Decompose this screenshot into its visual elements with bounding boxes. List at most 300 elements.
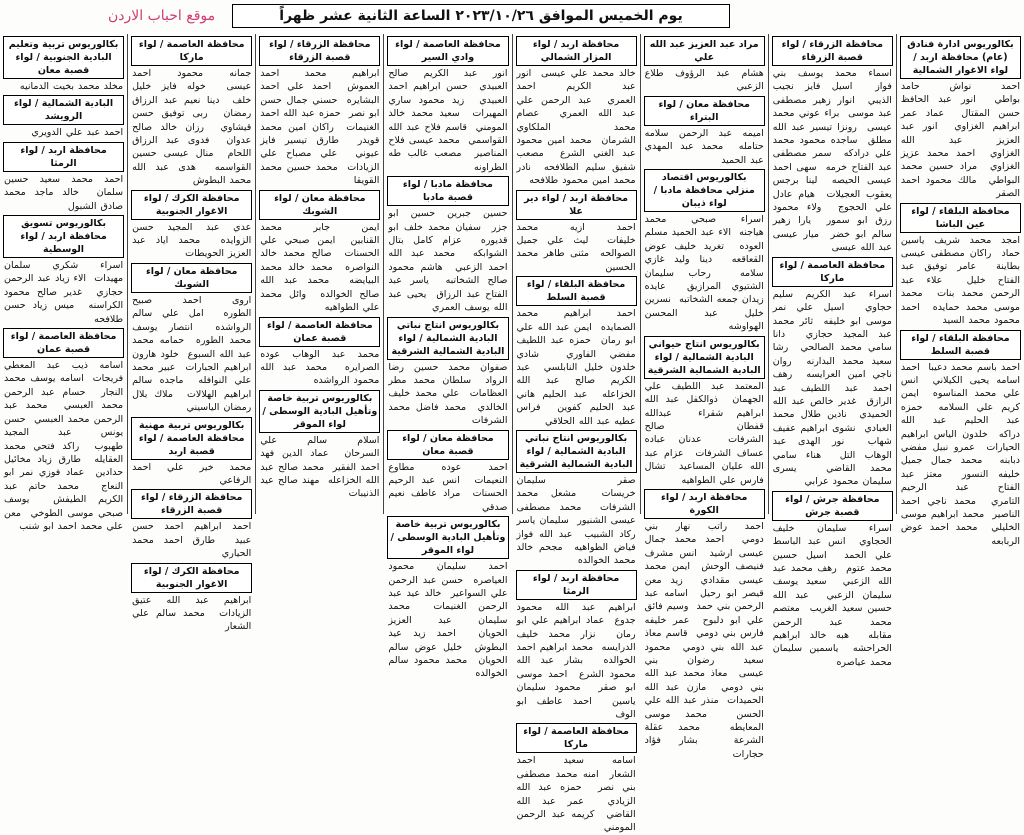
names-list (515, 67, 638, 188)
candidate-name: نسرين خليل عبد المحسن الهواوشه (644, 294, 764, 333)
candidate-name: مالك محمود احمد الصقر (900, 174, 1020, 200)
candidate-name: اسامه عبد الرحمن بني حمد (644, 587, 764, 613)
section-header: محافظة معان / لواء البتراء (644, 96, 765, 126)
candidate-name: امجد محمد شريف ياسين حماد (900, 234, 1021, 260)
names-list (386, 207, 509, 314)
candidate-name: انتصار يوسف محمد الطوره (132, 321, 252, 347)
candidate-name: حسن ابراهيم احمد العبيدي (388, 81, 508, 106)
column-divider (383, 34, 384, 514)
section-header: محافظة الزرقاء / لواء قصبة الزرقاء (772, 36, 893, 66)
candidate-name: الاء زياد عبد الرحمن حجازي (4, 273, 124, 298)
candidate-name: رهف محمد عبد الله الزعبي (772, 563, 892, 588)
candidate-name: عبد الله حسين سعيد الغريب (772, 589, 892, 615)
candidate-name: احمد ابراهيم احمد حسن عبيد (132, 521, 252, 546)
candidate-name: عمر خليفه فارس بني دومي (644, 614, 764, 640)
candidate-name: هناء سامي محمد القاضي (772, 449, 892, 474)
candidate-name: احمد راتب نهار بني دومي (644, 520, 764, 546)
candidate-name: امل علي سالم الرواشده (132, 308, 252, 333)
candidate-name: غدير خالص عبد الله الحميدي (772, 395, 892, 421)
candidate-name: احمد ابراهيم محمد الصمايده (516, 308, 636, 333)
section-header: محافظة العاصمة / لواء ماركا (772, 257, 893, 287)
candidate-name: عدي عبد المجيد حسن الزوايده (132, 221, 252, 247)
candidate-name: خوله فايز خليل خلف (132, 81, 252, 106)
candidate-name: تشال فارس علي الطواهيه (644, 461, 764, 486)
candidate-name: حسن يونس عبد المجيد طهبوب (4, 413, 124, 452)
candidate-name: مخلد محمد بخيت الدمانيه (19, 81, 124, 92)
names-list (2, 359, 125, 533)
section-header: محافظة الكرك / لواء الاغوار الجنوبية (131, 563, 252, 593)
candidate-name: محمد خالد محمد البيايضه (260, 261, 380, 287)
candidate-name: نادين طلال محمد العبادي (772, 409, 892, 434)
candidate-name: حسني جمال حسن ابو نصر (260, 94, 380, 120)
candidate-name: نشوى ابراهيم عفيف شهاب (772, 422, 892, 448)
candidate-name: قاسم فلاح عبد الله القواسمي (388, 121, 508, 147)
candidate-name: يوسف صبحي موسى الطوخي (4, 494, 124, 519)
section-header: محافظة العاصمة / لواء قصبة عمان (259, 317, 380, 347)
candidate-name: محمد جمال جميل خليفه النسور (900, 455, 1020, 480)
candidate-name: عبدالله قفطان صالح الشرفات (644, 407, 764, 446)
candidate-name: اسراء صبحي محمد هياجنه (644, 214, 764, 239)
candidate-name: بشار عبد الله محمود الشرع (516, 655, 636, 680)
notice-column (899, 34, 1022, 547)
candidate-name: ملاك بلال رمضان الياسيني (132, 388, 252, 414)
candidate-name: اسيل علي نمر موسى ابو خليفه (772, 302, 892, 327)
section-header: محافظة البلقاء / لواء قصبة السلط (516, 276, 637, 306)
candidate-name: احمد عاطف ابو الوف (516, 695, 636, 721)
candidate-name: ميار عيسى عبد الله عيسى (772, 228, 892, 254)
candidate-name: معتز عبد الفتاح عبد الرحيم التامري (900, 468, 1021, 507)
candidate-name: سفيان محمد خلف ابو قديوره (388, 221, 508, 247)
candidate-name: خالد ماجد محمد صادق الشبول (4, 187, 124, 212)
candidate-name: مصعب غالب طه الطراونه (388, 148, 508, 173)
candidate-name: راكان امين محمد قويدر (260, 121, 380, 147)
candidate-name: اسلام سالم علي السرحان (260, 434, 380, 460)
candidate-name: فراس عطيه عبد الله الحلاقي (516, 402, 636, 427)
notice-column (643, 34, 766, 760)
candidate-name: انوار زهير مصطفى عبد موسى (772, 94, 892, 120)
candidate-name: ولاء محمود رزق ابو سمور (772, 202, 892, 227)
candidate-name: حسام عبد الرحمن محمد العبسي (4, 386, 124, 412)
candidate-name: مازن عبد الله الحميدات (644, 681, 764, 707)
candidate-name: محمد حسين محمد القويقا (260, 161, 380, 187)
section-header: بكالوريوس ادارة فنادق (عام) محافظة اربد / لواء الاغوار الشمالية (900, 36, 1021, 79)
candidate-name: طارق زياد مخائيل حدادين (4, 453, 124, 479)
candidate-name: محمد صالح عبد الله الخزاعله (260, 461, 380, 486)
names-list (899, 234, 1022, 328)
candidate-name: ليث علي جميل الصوالحه (516, 235, 636, 260)
names-list (771, 522, 894, 669)
candidate-name: مصعب شفيق سليم الطلافحه (516, 148, 636, 173)
names-list (515, 221, 638, 275)
candidate-name: سلطان محمد مطر العظامات (388, 374, 508, 400)
candidate-name: علاء عبد الرحمن محمد بنات (900, 274, 1020, 300)
candidate-name: عايده زيدان جمعه الشخاتبه (644, 281, 764, 306)
names-list (515, 601, 638, 722)
section-header: محافظة الزرقاء / لواء قصبة الزرقاء (259, 36, 380, 66)
names-list (771, 67, 894, 255)
candidate-name: خلود هارون ابراهيم الجبارات (132, 348, 252, 373)
candidate-name: منذر عبد الله علي الحسن (644, 695, 764, 720)
candidate-name: احمد عبد علي الدويري (31, 127, 124, 139)
candidate-name: وائل محمد علي الطواهيه (260, 288, 380, 314)
candidate-name: قاسم معاذ عبد الله بني دومي (644, 628, 764, 653)
candidate-name: انس عبد الرحيم الحسنات (388, 474, 508, 500)
candidate-name: امنه محمد مصطفى بني نصر (516, 768, 636, 794)
candidate-name: اسماء محمد يوسف بني فواز (772, 68, 892, 93)
candidate-name: احمد موسى ابو صقر (516, 668, 636, 694)
section-header: بكالوريوس انتاج نباتي البادية الشمالية / لواء البادية الشمالية الشرقية (516, 430, 637, 473)
candidate-name: يسرى سليمان محمود عرابي (772, 462, 892, 488)
candidate-name: انس عبد الباسط علي الحمد (772, 536, 892, 561)
candidate-name: ياسمين سليمان محمد عياصره (772, 643, 892, 668)
names-list (130, 221, 253, 261)
notice-column (2, 34, 125, 532)
candidate-name: رونزا تيسير عبد الله مطلق (772, 121, 892, 147)
candidate-name: اسيل فايز نجيب الذيبي (772, 81, 892, 106)
names-list (899, 80, 1022, 201)
candidate-name: مجحم خالد محمد الخوالده (516, 541, 636, 567)
candidate-name: عماد فوزي نمر ابو النعاج (4, 467, 124, 492)
candidate-name: ربى توفيق حسن قيشاوي (132, 108, 252, 133)
candidate-name: محمد عيسى فلاح المناصير (388, 135, 508, 160)
candidate-name: سعيد يوسف سليمان الزعبي (772, 576, 892, 601)
candidate-name: فدوى عبد الرزاق اللحام (132, 135, 252, 160)
candidate-name: حسين جبرين حسين ابو جزر (388, 208, 508, 233)
candidate-name: ايمن محمد عيسى مقدادي (644, 561, 764, 586)
candidate-name: هاشم محمود صالح الشخاتبه (388, 261, 508, 287)
candidate-name: محمد ابراهيم احمد الخوالده (516, 642, 636, 667)
candidate-name: ياسر عبد الفتاح عبد الرزاق (388, 275, 508, 300)
candidate-name: تغريد خليف عوض القعاقعه (644, 240, 764, 266)
candidate-name: حمزه عبد الله احمد الغنيمات (260, 108, 380, 133)
candidate-name: ايمن كريم علي السلامه (900, 388, 1020, 413)
candidate-name: جمانه محمود احمد عيسى (132, 68, 252, 93)
candidate-name: اسراء عبد الكريم سليم حجاوي (772, 288, 892, 314)
names-list (643, 213, 766, 334)
names-list (258, 348, 381, 388)
candidate-name: محمد اياد عبد العزيز الحويطات (132, 235, 252, 260)
section-header: بكالوريوس تربية خاصة وتأهيل البادية الوسطى / لواء الموقر (387, 516, 508, 559)
candidate-name: خلدون الياس ابراهيم الحيارات (900, 428, 1020, 453)
names-list (386, 67, 509, 174)
names-list (643, 127, 766, 167)
candidate-name: محمد عبد الوهاب عوده الصرايره (260, 348, 380, 373)
candidate-name: احمد محمد سعيد حسين سلمان (4, 173, 124, 199)
candidate-name: محمد عبد الرحمن محمد العبسي (4, 400, 124, 425)
candidate-name: طارق احمد محمد الحياري (132, 534, 252, 560)
candidate-name: محمد خير علي احمد الرفاعي (132, 461, 252, 486)
candidate-name: دينا وليد غازي سلامه (644, 254, 764, 279)
names-list (899, 361, 1022, 549)
candidate-name: حسن عبد الرحمن علي السواعير (388, 574, 508, 599)
column-divider (255, 34, 256, 514)
names-list (130, 520, 253, 560)
candidate-name: عبير محمد علي النوافله (132, 361, 252, 387)
candidate-name: ثائر محمد عبد المجيد حجازي (772, 315, 892, 340)
candidate-name: ايمن صبحي علي الحسنات (260, 235, 380, 260)
candidate-name: معتصم محمد عبد الرحمن مقابله (772, 603, 892, 642)
names-list (386, 560, 509, 681)
candidate-name: احمد زيد عيد البطوش (388, 628, 508, 653)
column-divider (640, 34, 641, 514)
candidate-name: عبد الرحمن علي عبد الله العمري (516, 94, 636, 120)
candidate-name: لينا برجس يعقوب العجيلات (772, 175, 892, 200)
candidate-name: غدير صالح محمود الكراسنه (4, 286, 124, 312)
candidate-name: رهف احمد عبد اللطيف عبد الرازق (772, 369, 892, 407)
candidate-name: علي محمد خليف الخالدي (388, 388, 508, 413)
candidate-name: مهند صالح عيد الذنيبات (260, 474, 380, 500)
candidate-name: اروى احمد صبيح الطوره (132, 294, 252, 320)
candidate-name: احمد ازيه محمد خليفات (516, 221, 636, 247)
candidate-name: محمد مصطفى عيسى الشنيور (516, 501, 636, 527)
names-list (2, 259, 125, 326)
section-header: محافظة اربد / لواء الرمثا (3, 142, 124, 172)
candidate-name: محمد عبد الله صالح الخوالده (260, 275, 380, 300)
section-header: محافظة مادبا / لواء قصبة مادبا (387, 176, 508, 206)
candidate-name: نزار محمد خليف الدرايسه (516, 628, 636, 653)
candidate-name: محمد عبد الله احمد الزعبي (388, 248, 508, 273)
candidate-name: معن علي محمد احمد ابو شنب (4, 507, 124, 532)
candidate-name: محمد احمد عوض الربابعه (900, 522, 1020, 547)
section-header: بكالوريوس تربية وتعليم البادية الجنوبية / لواء قصبة معان (3, 36, 124, 79)
candidate-name: رزان خالد صالح عدوان (132, 121, 252, 147)
candidate-name: اسامه سعيد احمد الشعار (516, 755, 636, 780)
names-list (2, 80, 125, 93)
candidate-name: طارق تيسير فايز عيوني (260, 135, 380, 160)
names-list (258, 221, 381, 315)
candidate-name: انس علي محمد المناسوه (900, 374, 1021, 400)
candidate-name: عمر عبد الله القاضي (516, 795, 636, 821)
candidate-name: هدى عبد الله محمد البطوش (132, 161, 252, 187)
names-list (643, 67, 766, 94)
candidate-name: صقر سليمان خريسات (516, 474, 636, 500)
candidate-name: سعيد محمد خالد المومني (388, 108, 508, 133)
candidate-name: ذوالكفل عبد الله ابراهيم شقراء (644, 394, 764, 419)
candidate-name: محمد ناجي احمد الناصير (900, 495, 1021, 520)
names-list (2, 173, 125, 213)
candidate-name: عصام محمد الملكاوي الشرمان (516, 108, 636, 147)
candidate-name: ساجده محمود محمد علي درادكه (772, 135, 892, 160)
candidate-name: سليمان ياسر ركاد الشبيب (516, 515, 636, 540)
columns-container (2, 34, 1022, 834)
candidate-name: مراد حسين محمد البواطي (900, 161, 1020, 186)
section-header: محافظة العاصمة / لواء وادي السير (387, 36, 508, 66)
candidate-name: ابراهيم عبد الله محمود جدوع (516, 601, 636, 627)
candidate-name: دانا سامي محمد الصالحي (772, 328, 892, 354)
candidate-name: حمزه عبد الله الزيادي (516, 782, 636, 807)
candidate-name: اسراء سليمان خليف الحجاوي (772, 522, 892, 548)
site-watermark: موقع احباب الاردن (108, 8, 216, 24)
candidate-name: احمد علي احمد البشايره (260, 81, 380, 106)
names-list (515, 307, 638, 428)
candidate-name: اسامه ذيب عبد المعطي فريجات (4, 360, 124, 385)
names-list (386, 361, 509, 428)
candidate-name: احمد اسامه يحيى الكيلاني (900, 361, 1021, 386)
section-header: بكالوريوس تربية خاصة وتأهيل البادية الوسطى / لواء الموقر (259, 390, 380, 433)
section-header: محافظة اربد / لواء الكورة (644, 489, 765, 519)
candidate-name: رحاب سليمان الشتيوي المرازيق (644, 267, 764, 293)
candidate-name: محمد موسى المعايطه (644, 708, 764, 734)
section-header: محافظة اربد / لواء دير علا (516, 190, 637, 220)
candidate-name: مثنى طاهر محمد الحسين (516, 248, 636, 273)
candidate-name: عزام عبد الله عليان المساعيد (644, 447, 764, 473)
section-header: محافظة العاصمة / لواء ماركا (131, 36, 252, 66)
section-header: محافظة العاصمة / لواء ماركا (516, 723, 637, 753)
section-header: محافظة اربد / لواء الرمثا (516, 570, 637, 600)
candidate-name: المعتمد عبد اللطيف علي الجهمان (644, 380, 764, 406)
column-divider (512, 34, 513, 514)
section-header: بكالوريوس انتاج نباتي البادية الشمالية / لواء البادية الشمالية الشرقية (387, 317, 508, 360)
column-divider (127, 34, 128, 514)
candidate-name: احمد عوده مطاوع النعيمات (388, 461, 508, 486)
section-header: محافظة معان / لواء قصبة معان (387, 430, 508, 460)
candidate-name: محمد عبد المهدي عبد الحميد (644, 141, 764, 166)
candidate-name: شادي خلدون خليل النابلسي (516, 348, 636, 373)
announcement-headline: يوم الخميس الموافق ٢٠٢٣/١٠/٢٦ الساعة الثانية عشر ظهراً (232, 4, 730, 28)
names-list (386, 461, 509, 515)
candidate-name: حمزه عبد الحليم عبد الله دراكه (900, 401, 1020, 440)
candidate-name: عبد الكريم صالح عبد الله الخزاعله (516, 361, 636, 400)
candidate-name: حمزه عبد اللطيف مفضي الفاوري (516, 335, 636, 360)
section-header: محافظة اربد / لواء المزار الشمالي (516, 36, 637, 66)
candidate-name: مراد عاطف نعيم صدقي (388, 488, 508, 513)
candidate-name: اسيل حسين محمد عتوم (772, 549, 892, 574)
candidate-name: صالح محمد خالد النواصره (260, 248, 380, 273)
section-header: محافظة معان / لواء الشوبك (259, 190, 380, 220)
names-list (515, 474, 638, 568)
candidate-name: عبد الله فواز فياض الطواهيه (516, 528, 636, 553)
section-header: محافظة البلقاء / لواء قصبة السلط (900, 330, 1021, 360)
candidate-name: انور عبد الكريم صالح العبيدي (388, 68, 508, 93)
candidate-name: عامر توفيق عبد الفتاح خليل (900, 261, 1020, 286)
names-list (130, 461, 253, 488)
candidate-name: راكان مصطفى عيسى بطاينة (900, 248, 1021, 273)
candidate-name: محمد موسى محمد حمايده (900, 288, 1020, 313)
section-header: بكالوريوس اقتصاد منزلي محافظة مادبا / لواء ذيبان (644, 169, 765, 212)
candidate-name: منال عيسى حسين القواسمه (132, 148, 252, 173)
candidate-name: انس مشرف فنيصف الوحش (644, 547, 764, 573)
section-header: محافظة الزرقاء / لواء قصبة الزرقاء (131, 489, 252, 519)
candidate-name: يحيى عبد الله يوسف العمري (388, 288, 508, 314)
candidate-name: ماجده سالم ابراهيم الهلالات (132, 375, 252, 400)
notice-column (386, 34, 509, 680)
candidate-name: احمد محمود محمد السيد (900, 301, 1020, 327)
candidate-name: رشا سعيد محمد البدارنه (772, 342, 892, 367)
candidate-name: معاذ محمد عبد الله بني دومي (644, 668, 764, 693)
candidate-name: محمد عقلة الشرعة (644, 722, 764, 747)
candidate-name: هبه خالد ابراهيم الحراحشه (772, 630, 892, 655)
candidate-name: نادر محمد امين محمود طلافحه (516, 161, 636, 187)
candidate-name: ابراهيم محمد احمد العموش (260, 68, 380, 93)
candidate-name: سهى احمد عيسى الحيصه (772, 161, 892, 187)
names-list (515, 754, 638, 834)
names-list (643, 520, 766, 761)
names-list (2, 126, 125, 139)
candidate-name: روان ناجي امين العرايسه (772, 355, 892, 381)
names-list (771, 288, 894, 489)
candidate-name: الاء عبد الحميد مسلم العوده (644, 227, 764, 252)
notice-column (515, 34, 638, 834)
candidate-name: اسامه يوسف محمد النجار (4, 373, 124, 398)
candidate-name: يارا زهير سالم ابو خضر (772, 215, 892, 240)
candidate-name: عماد الدين فهد احمد الفقير (260, 448, 380, 473)
candidate-name: انور عبد العزيز عبد الله الغزاوي (900, 121, 1021, 160)
candidate-name: ايمن عبد الله علي ابو رمان (516, 321, 636, 347)
candidate-name: سمر مصطفى عبد الفتاح خرمه (772, 148, 892, 173)
candidate-name: براء عوني محمد عيسى (772, 108, 892, 133)
section-header: بكالوريوس انتاج حيواني البادية الشمالية / لواء البادية الشمالية الشرقية (644, 336, 765, 379)
candidate-name: مشعل محمد الشرفات (516, 488, 636, 513)
candidate-name: ايمن جابر محمد القنابين (260, 221, 380, 247)
candidate-name: محمد سالم علي الشعار (132, 607, 252, 633)
candidate-name: عزام كامل بتال الشوابكه (388, 235, 508, 260)
column-divider (768, 34, 769, 514)
section-header: البادية الشمالية / لواء الرويشد (3, 95, 124, 125)
candidate-name: احمد باسم محمد دعيبا (928, 361, 1020, 373)
candidate-name: محمد امين محمود عبد الغني الشرع (516, 135, 636, 160)
candidate-name: حمامه محمد عبد الله السبوع (132, 335, 252, 360)
candidate-name: هيام عادل علي الحجوج (772, 188, 892, 214)
column-divider (896, 34, 897, 514)
candidate-name: محمود سعيد رضوان بني عيسى (644, 641, 764, 680)
names-list (258, 67, 381, 188)
candidate-name: محمد محمود سالم الخوالده (388, 655, 508, 680)
section-header: محافظة الكرك / لواء الاغوار الجنوبية (131, 190, 252, 220)
section-header: بكالوريوس تسويق محافظة اربد / لواء الوسطية (3, 215, 124, 258)
candidate-name: زيد معن قيصر ابو رحيل (644, 574, 764, 599)
section-header: بكالوريوس تربية مهنية محافظة العاصمة / لواء قصبة اربد (131, 417, 252, 460)
section-header: محافظة البلقاء / لواء عين الباشا (900, 203, 1021, 233)
section-header: مراد عبد العزيز عبد الله علي (644, 36, 765, 66)
candidate-name: خالد عيد عبد الرحمن الغنيمات (388, 587, 508, 613)
candidate-name: زيد محمود ساري المهيرات (388, 94, 508, 120)
candidate-name: محمود سليمان ياسين (516, 682, 636, 707)
candidate-name: عبد الحليم هاني عبد الحليم كفوين (516, 388, 636, 414)
candidate-name: احمد محمد جمال عيسى ارشيد (644, 534, 764, 559)
candidate-name: هشام عبد الرؤوف طلاع الزعبي (644, 68, 764, 93)
candidate-name: نور الهدى عبد الوهاب التل (772, 436, 892, 461)
section-header: محافظة العاصمة / لواء قصبة عمان (3, 328, 124, 358)
candidate-name: ميس زياد حسن طلافحه (4, 300, 124, 325)
names-list (130, 294, 253, 415)
candidate-name: احمد سليمان محمود العياصره (388, 561, 508, 586)
names-list (130, 67, 253, 188)
candidate-name: عماد ابراهيم علي ابو رمان (516, 615, 636, 640)
candidate-name: خليل عوض سالم الحويان (388, 641, 508, 666)
candidate-name: اميمه عبد الرحمن سلامه حتامله (644, 127, 764, 153)
candidate-name: انور عبد الحافظ حسن المقتال (900, 94, 1020, 119)
candidate-name: راكد فتحي محمد العقايله (4, 440, 124, 465)
candidate-name: احمد محمد عزيز الغزاوي (900, 148, 1020, 173)
candidate-name: ابراهيم عبد الله عتيق الزيادات (132, 594, 252, 619)
candidate-name: بشار فؤاد حجارات (644, 735, 764, 760)
candidate-name: محمد ابراهيم موسى الخليلي (900, 508, 1020, 534)
candidate-name: محمد فاضل محمد الشرفات (388, 401, 508, 427)
candidate-name: عماد عمر ابراهيم الغزاوي (900, 107, 1020, 133)
candidate-name: صفوان محمد حسين رضا الرواد (388, 361, 508, 386)
notice-column (130, 34, 253, 633)
section-header: محافظة جرش / لواء قصبة جرش (772, 491, 893, 521)
candidate-name: عدنان عباده عساف الشرفات (644, 434, 764, 459)
candidate-name: احمد نواش حامد بواطي (900, 81, 1020, 106)
notice-column (258, 34, 381, 514)
candidate-name: خالد محمد علي عيسى (541, 68, 636, 79)
candidate-name: محمد حاتم عبد الكريم الطيفش (4, 480, 124, 506)
candidate-name: دينا نعيم عبد الرزاق رمضان (132, 94, 252, 120)
section-header: محافظة معان / لواء الشوبك (131, 263, 252, 293)
notice-column (771, 34, 894, 668)
candidate-name: وسيم فائق علي ابو دلبوح (644, 601, 764, 626)
